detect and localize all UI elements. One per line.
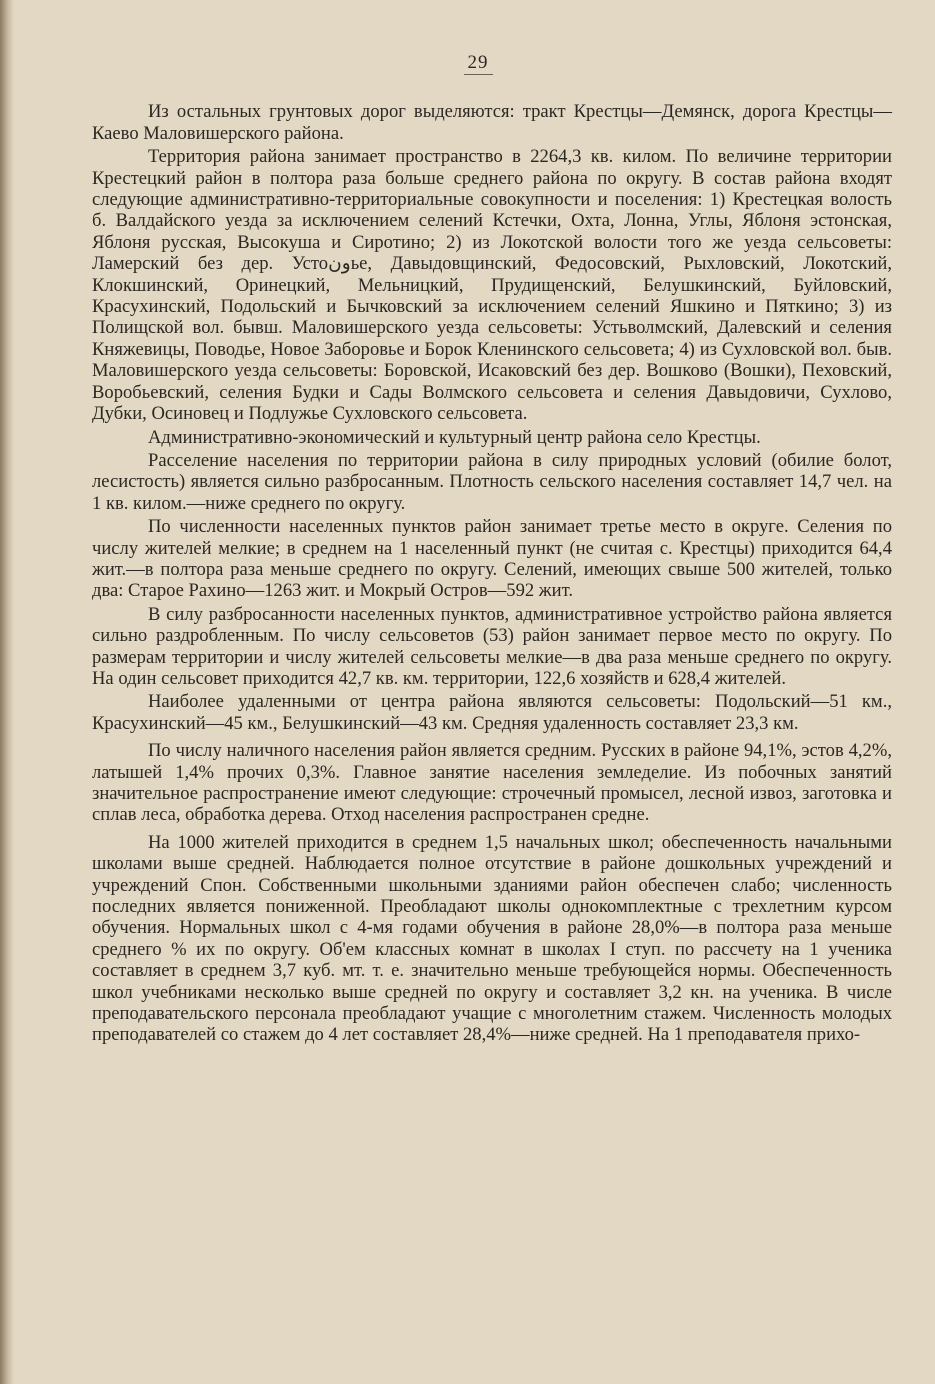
document-page <box>92 52 892 1048</box>
paragraph-settlement: Расселение населения по территории района в силу природных условий (обилие болот, лесистость) является сильно разбросанным. Плотность сельского населения составляет 14,7 чел. на 1 кв. килом.—ниже среднего по округу. <box>92 449 892 514</box>
book-spine-edge <box>0 0 14 1384</box>
paragraph-administration: В силу разбросанности населенных пунктов, административное устройство района является сильно раздробленным. По числу сельсоветов (53) район занимает первое место по округу. По размерам территории и числу жителей сельсоветы мелкие—в два раза меньше среднего по округу. На один сельсовет приходится 42,7 кв. км. территории, 122,6 хозяйств и 628,4 жителей. <box>92 603 892 689</box>
paragraph-center: Административно-экономический и культурный центр района село Крестцы. <box>148 426 761 448</box>
paragraph-schools: На 1000 жителей приходится в среднем 1,5 начальных школ; обеспеченность начальными школами выше средней. Наблюдается полное отсутствие в районе дошкольных учреждений и учреждений Спон. Собственными школьными зданиями район обеспечен слабо; численность последних является пониженной. Преобладают школы однокомплектные с трехлетним курсом обучения. Нормальных школ с 4-мя годами обучения в районе 28,0%—в полтора раза меньше среднего % их по округу. Об'ем классных комнат в школах I ступ. по рассчету на 1 ученика составляет в среднем 3,7 куб. мт. т. е. значительно меньше требующейся нормы. Обеспеченность школ учебниками несколько выше средней по округу и составляет 3,2 кн. на ученика. В числе преподавательского персонала преобладают учащие с многолетним стажем. Численность молодых преподавателей со стажем до 4 лет составляет 28,4%—ниже средней. На 1 преподавателя прихо- <box>92 831 892 1046</box>
page-number <box>78 52 878 73</box>
paragraph-roads: Из остальных грунтовых дорог выделяются: тракт Крестцы—Демянск, дорога Крестцы—Каево Маловишерского района. <box>92 101 892 144</box>
paragraph-population: По числу наличного населения район является средним. Русских в районе 94,1%, эстов 4,2%, латышей 1,4% прочих 0,3%. Главное занятие населения земледелие. Из побочных занятий значительное распространение имеют следующие: строчечный промысел, лесной извоз, заготовка и сплав леса, обработка дерева. Отход населения распространен средне. <box>92 740 892 826</box>
page-number-text: 29 <box>464 52 493 75</box>
paragraph-settlement-count: По численности населенных пунктов район занимает третье место в округе. Селения по числу жителей мелкие; в среднем на 1 населенный пункт (не считая с. Крестцы) приходится 64,4 жит.—в полтора раза меньше среднего по округу. Селений, имеющих свыше 500 жителей, только два: Старое Рахино—1263 жит. и Мокрый Остров—592 жит. <box>92 516 892 602</box>
paragraph-territory: Территория района занимает пространство в 2264,3 кв. килом. По величине территории Крестецкий район в полтора раза больше среднего района по округу. В состав района входят следующие административно-территориальные совокупности и поселения: 1) Крестецкая волость б. Валдайского уезда за исключением селений Кстечки, Охта, Лонна, Углы, Яблоня эстонская, Яблоня русская, Высокуша и Сиротино; 2) из Локотской волости того же уезда сельсоветы: Ламерский без дер. Устоونье, Давыдовщинский, Федосовский, Рыхловский, Локотский, Клокшинский, Оринецкий, Мельницкий, Прудищенский, Белушкинский, Буйловский, Красухинский, Подольский и Бычковский за исключением селений Яшкино и Пяткино; 3) из Полищской вол. бывш. Маловишерского уезда сельсоветы: Устьволмский, Далевский и селения Княжевицы, Поводье, Новое Заборовье и Борок Кленинского сельсовета; 4) из Сухловской вол. быв. Маловишерского уезда сельсоветы: Боровской, Исаковский без дер. Вошково (Вошки), Пеховский, Воробьевский, селения Будки и Сады Волмского сельсовета и селения Давыдовичи, Сухлово, Дубки, Осиновец и Подлужье Сухловского сельсовета. <box>92 146 893 425</box>
paragraph-remote-councils: Наиболее удаленными от центра района являются сельсоветы: Подольский—51 км., Красухинский—45 км., Белушкинский—43 км. Средняя удаленность составляет 23,3 км. <box>92 691 892 734</box>
